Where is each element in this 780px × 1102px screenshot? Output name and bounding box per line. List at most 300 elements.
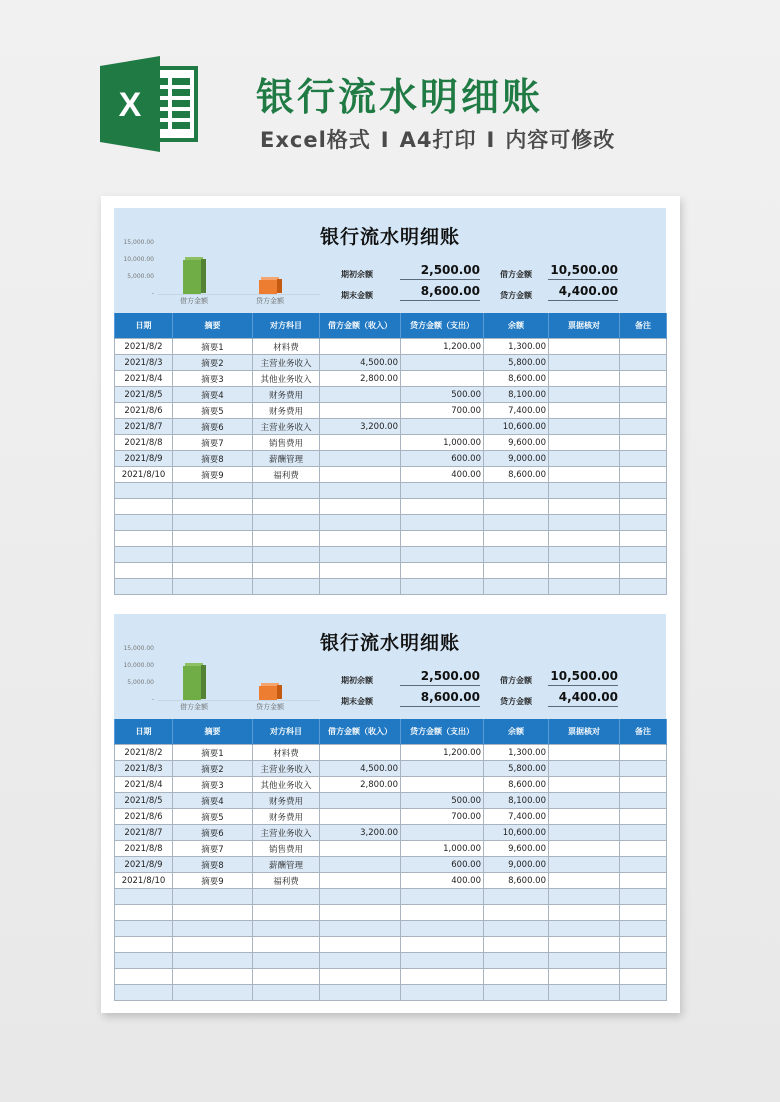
cell-balance[interactable] xyxy=(484,563,549,579)
cell-credit-expense[interactable] xyxy=(401,825,484,841)
cell-date[interactable]: 2021/8/9 xyxy=(115,451,173,467)
cell-summary[interactable]: 摘要4 xyxy=(173,793,253,809)
cell-credit-expense[interactable] xyxy=(401,483,484,499)
cell-debit-income[interactable] xyxy=(320,483,401,499)
cell-debit-income[interactable] xyxy=(320,563,401,579)
table-row[interactable] xyxy=(115,937,667,953)
cell-remarks[interactable] xyxy=(620,451,667,467)
table-row[interactable] xyxy=(115,531,667,547)
cell-credit-expense[interactable] xyxy=(401,371,484,387)
cell-debit-income[interactable] xyxy=(320,435,401,451)
cell-summary[interactable]: 摘要7 xyxy=(173,435,253,451)
cell-summary[interactable]: 摘要5 xyxy=(173,809,253,825)
cell-credit-expense[interactable]: 1,200.00 xyxy=(401,339,484,355)
cell-balance[interactable] xyxy=(484,937,549,953)
cell-counter-account[interactable]: 其他业务收入 xyxy=(253,371,320,387)
cell-debit-income[interactable] xyxy=(320,403,401,419)
table-row[interactable] xyxy=(115,371,667,387)
cell-remarks[interactable] xyxy=(620,467,667,483)
cell-remarks[interactable] xyxy=(620,985,667,1001)
cell-remarks[interactable] xyxy=(620,435,667,451)
cell-date[interactable] xyxy=(115,937,173,953)
cell-remarks[interactable] xyxy=(620,953,667,969)
cell-balance[interactable] xyxy=(484,921,549,937)
cell-credit-expense[interactable]: 500.00 xyxy=(401,387,484,403)
column-header-remarks[interactable]: 备注 xyxy=(620,719,667,745)
cell-balance[interactable] xyxy=(484,531,549,547)
cell-date[interactable] xyxy=(115,515,173,531)
cell-balance[interactable]: 9,000.00 xyxy=(484,857,549,873)
cell-summary[interactable]: 摘要2 xyxy=(173,761,253,777)
cell-remarks[interactable] xyxy=(620,857,667,873)
cell-balance[interactable] xyxy=(484,483,549,499)
table-row[interactable] xyxy=(115,777,667,793)
cell-debit-income[interactable] xyxy=(320,387,401,403)
column-header-counter-account[interactable]: 对方科目 xyxy=(253,719,320,745)
cell-credit-expense[interactable] xyxy=(401,953,484,969)
cell-summary[interactable] xyxy=(173,531,253,547)
cell-balance[interactable]: 1,300.00 xyxy=(484,745,549,761)
cell-receipt-check[interactable] xyxy=(549,889,620,905)
cell-receipt-check[interactable] xyxy=(549,777,620,793)
table-row[interactable] xyxy=(115,435,667,451)
cell-debit-income[interactable] xyxy=(320,451,401,467)
cell-date[interactable] xyxy=(115,563,173,579)
cell-debit-income[interactable] xyxy=(320,857,401,873)
cell-debit-income[interactable] xyxy=(320,969,401,985)
cell-receipt-check[interactable] xyxy=(549,873,620,889)
cell-debit-income[interactable] xyxy=(320,873,401,889)
cell-balance[interactable]: 10,600.00 xyxy=(484,825,549,841)
table-row[interactable] xyxy=(115,857,667,873)
cell-credit-expense[interactable]: 1,000.00 xyxy=(401,841,484,857)
cell-counter-account[interactable]: 材料费 xyxy=(253,339,320,355)
cell-date[interactable] xyxy=(115,889,173,905)
cell-date[interactable] xyxy=(115,985,173,1001)
cell-summary[interactable]: 摘要6 xyxy=(173,419,253,435)
cell-receipt-check[interactable] xyxy=(549,969,620,985)
cell-receipt-check[interactable] xyxy=(549,403,620,419)
cell-balance[interactable]: 8,600.00 xyxy=(484,777,549,793)
cell-credit-expense[interactable] xyxy=(401,905,484,921)
cell-receipt-check[interactable] xyxy=(549,953,620,969)
cell-summary[interactable]: 摘要8 xyxy=(173,451,253,467)
cell-summary[interactable] xyxy=(173,889,253,905)
cell-balance[interactable]: 9,600.00 xyxy=(484,841,549,857)
cell-balance[interactable]: 7,400.00 xyxy=(484,809,549,825)
cell-counter-account[interactable]: 福利费 xyxy=(253,873,320,889)
cell-debit-income[interactable] xyxy=(320,953,401,969)
cell-counter-account[interactable]: 薪酬管理 xyxy=(253,857,320,873)
cell-counter-account[interactable]: 财务费用 xyxy=(253,793,320,809)
cell-remarks[interactable] xyxy=(620,499,667,515)
cell-credit-expense[interactable] xyxy=(401,985,484,1001)
cell-receipt-check[interactable] xyxy=(549,921,620,937)
cell-credit-expense[interactable]: 400.00 xyxy=(401,467,484,483)
cell-receipt-check[interactable] xyxy=(549,451,620,467)
cell-receipt-check[interactable] xyxy=(549,563,620,579)
cell-summary[interactable]: 摘要5 xyxy=(173,403,253,419)
table-row[interactable] xyxy=(115,841,667,857)
cell-balance[interactable] xyxy=(484,953,549,969)
table-row[interactable] xyxy=(115,403,667,419)
cell-date[interactable]: 2021/8/8 xyxy=(115,841,173,857)
column-header-debit-income[interactable]: 借方金额（收入） xyxy=(320,719,401,745)
cell-date[interactable]: 2021/8/10 xyxy=(115,467,173,483)
cell-debit-income[interactable] xyxy=(320,921,401,937)
cell-credit-expense[interactable]: 400.00 xyxy=(401,873,484,889)
cell-credit-expense[interactable] xyxy=(401,889,484,905)
table-row[interactable] xyxy=(115,745,667,761)
column-header-date[interactable]: 日期 xyxy=(115,313,173,339)
cell-date[interactable]: 2021/8/5 xyxy=(115,793,173,809)
table-row[interactable] xyxy=(115,889,667,905)
cell-credit-expense[interactable]: 500.00 xyxy=(401,793,484,809)
table-row[interactable] xyxy=(115,387,667,403)
cell-debit-income[interactable] xyxy=(320,467,401,483)
cell-summary[interactable]: 摘要1 xyxy=(173,745,253,761)
cell-summary[interactable] xyxy=(173,953,253,969)
table-row[interactable] xyxy=(115,515,667,531)
cell-date[interactable]: 2021/8/9 xyxy=(115,857,173,873)
cell-balance[interactable]: 1,300.00 xyxy=(484,339,549,355)
cell-date[interactable]: 2021/8/3 xyxy=(115,355,173,371)
cell-remarks[interactable] xyxy=(620,531,667,547)
column-header-balance[interactable]: 余额 xyxy=(484,313,549,339)
cell-summary[interactable] xyxy=(173,483,253,499)
column-header-receipt-check[interactable]: 票据核对 xyxy=(549,313,620,339)
cell-summary[interactable] xyxy=(173,921,253,937)
cell-summary[interactable]: 摘要9 xyxy=(173,467,253,483)
cell-receipt-check[interactable] xyxy=(549,483,620,499)
cell-receipt-check[interactable] xyxy=(549,371,620,387)
cell-counter-account[interactable] xyxy=(253,579,320,595)
cell-remarks[interactable] xyxy=(620,745,667,761)
cell-counter-account[interactable] xyxy=(253,905,320,921)
cell-balance[interactable] xyxy=(484,969,549,985)
cell-receipt-check[interactable] xyxy=(549,387,620,403)
cell-credit-expense[interactable] xyxy=(401,547,484,563)
column-header-summary[interactable]: 摘要 xyxy=(173,719,253,745)
column-header-receipt-check[interactable]: 票据核对 xyxy=(549,719,620,745)
cell-summary[interactable]: 摘要6 xyxy=(173,825,253,841)
cell-remarks[interactable] xyxy=(620,563,667,579)
cell-receipt-check[interactable] xyxy=(549,905,620,921)
cell-counter-account[interactable]: 财务费用 xyxy=(253,403,320,419)
cell-debit-income[interactable] xyxy=(320,905,401,921)
table-row[interactable] xyxy=(115,873,667,889)
cell-debit-income[interactable] xyxy=(320,531,401,547)
cell-receipt-check[interactable] xyxy=(549,531,620,547)
cell-credit-expense[interactable]: 600.00 xyxy=(401,857,484,873)
cell-summary[interactable]: 摘要7 xyxy=(173,841,253,857)
cell-debit-income[interactable] xyxy=(320,841,401,857)
cell-counter-account[interactable]: 销售费用 xyxy=(253,841,320,857)
cell-credit-expense[interactable] xyxy=(401,969,484,985)
cell-credit-expense[interactable] xyxy=(401,937,484,953)
table-row[interactable] xyxy=(115,579,667,595)
cell-counter-account[interactable] xyxy=(253,985,320,1001)
cell-receipt-check[interactable] xyxy=(549,547,620,563)
cell-receipt-check[interactable] xyxy=(549,745,620,761)
table-row[interactable] xyxy=(115,761,667,777)
cell-summary[interactable] xyxy=(173,579,253,595)
cell-debit-income[interactable] xyxy=(320,579,401,595)
column-header-debit-income[interactable]: 借方金额（收入） xyxy=(320,313,401,339)
cell-summary[interactable] xyxy=(173,905,253,921)
cell-balance[interactable] xyxy=(484,515,549,531)
cell-summary[interactable] xyxy=(173,499,253,515)
table-row[interactable] xyxy=(115,921,667,937)
cell-remarks[interactable] xyxy=(620,777,667,793)
cell-remarks[interactable] xyxy=(620,579,667,595)
cell-receipt-check[interactable] xyxy=(549,809,620,825)
cell-date[interactable]: 2021/8/10 xyxy=(115,873,173,889)
cell-remarks[interactable] xyxy=(620,921,667,937)
cell-debit-income[interactable]: 2,800.00 xyxy=(320,777,401,793)
cell-receipt-check[interactable] xyxy=(549,985,620,1001)
cell-receipt-check[interactable] xyxy=(549,841,620,857)
cell-receipt-check[interactable] xyxy=(549,467,620,483)
cell-summary[interactable] xyxy=(173,547,253,563)
cell-counter-account[interactable] xyxy=(253,921,320,937)
cell-counter-account[interactable] xyxy=(253,515,320,531)
cell-balance[interactable] xyxy=(484,905,549,921)
cell-balance[interactable] xyxy=(484,985,549,1001)
cell-summary[interactable]: 摘要3 xyxy=(173,777,253,793)
cell-remarks[interactable] xyxy=(620,403,667,419)
column-header-counter-account[interactable]: 对方科目 xyxy=(253,313,320,339)
table-row[interactable] xyxy=(115,467,667,483)
cell-debit-income[interactable] xyxy=(320,745,401,761)
cell-summary[interactable]: 摘要9 xyxy=(173,873,253,889)
cell-summary[interactable]: 摘要8 xyxy=(173,857,253,873)
cell-remarks[interactable] xyxy=(620,873,667,889)
cell-counter-account[interactable]: 主营业务收入 xyxy=(253,355,320,371)
cell-date[interactable]: 2021/8/7 xyxy=(115,825,173,841)
table-row[interactable] xyxy=(115,953,667,969)
cell-date[interactable] xyxy=(115,579,173,595)
cell-date[interactable]: 2021/8/6 xyxy=(115,809,173,825)
cell-balance[interactable]: 9,000.00 xyxy=(484,451,549,467)
cell-balance[interactable]: 8,100.00 xyxy=(484,387,549,403)
cell-counter-account[interactable] xyxy=(253,531,320,547)
cell-debit-income[interactable] xyxy=(320,937,401,953)
cell-balance[interactable]: 8,600.00 xyxy=(484,371,549,387)
cell-credit-expense[interactable]: 700.00 xyxy=(401,809,484,825)
cell-counter-account[interactable] xyxy=(253,563,320,579)
cell-debit-income[interactable] xyxy=(320,889,401,905)
cell-debit-income[interactable] xyxy=(320,339,401,355)
cell-credit-expense[interactable] xyxy=(401,563,484,579)
cell-date[interactable] xyxy=(115,969,173,985)
cell-summary[interactable]: 摘要4 xyxy=(173,387,253,403)
cell-counter-account[interactable] xyxy=(253,499,320,515)
cell-remarks[interactable] xyxy=(620,841,667,857)
cell-debit-income[interactable]: 4,500.00 xyxy=(320,355,401,371)
cell-credit-expense[interactable]: 600.00 xyxy=(401,451,484,467)
cell-counter-account[interactable]: 薪酬管理 xyxy=(253,451,320,467)
cell-date[interactable] xyxy=(115,531,173,547)
table-row[interactable] xyxy=(115,419,667,435)
cell-receipt-check[interactable] xyxy=(549,793,620,809)
cell-debit-income[interactable]: 2,800.00 xyxy=(320,371,401,387)
cell-remarks[interactable] xyxy=(620,339,667,355)
cell-balance[interactable]: 8,100.00 xyxy=(484,793,549,809)
cell-balance[interactable]: 9,600.00 xyxy=(484,435,549,451)
cell-date[interactable] xyxy=(115,921,173,937)
column-header-remarks[interactable]: 备注 xyxy=(620,313,667,339)
cell-date[interactable]: 2021/8/4 xyxy=(115,371,173,387)
cell-debit-income[interactable] xyxy=(320,547,401,563)
cell-receipt-check[interactable] xyxy=(549,515,620,531)
cell-summary[interactable]: 摘要3 xyxy=(173,371,253,387)
cell-date[interactable]: 2021/8/8 xyxy=(115,435,173,451)
column-header-credit-expense[interactable]: 贷方金额（支出） xyxy=(401,719,484,745)
cell-debit-income[interactable]: 3,200.00 xyxy=(320,825,401,841)
cell-date[interactable]: 2021/8/5 xyxy=(115,387,173,403)
table-row[interactable] xyxy=(115,825,667,841)
cell-credit-expense[interactable] xyxy=(401,777,484,793)
cell-credit-expense[interactable]: 700.00 xyxy=(401,403,484,419)
cell-date[interactable]: 2021/8/2 xyxy=(115,339,173,355)
cell-counter-account[interactable] xyxy=(253,969,320,985)
cell-balance[interactable]: 7,400.00 xyxy=(484,403,549,419)
cell-remarks[interactable] xyxy=(620,515,667,531)
cell-credit-expense[interactable] xyxy=(401,531,484,547)
cell-receipt-check[interactable] xyxy=(549,825,620,841)
cell-balance[interactable]: 5,800.00 xyxy=(484,761,549,777)
cell-credit-expense[interactable] xyxy=(401,921,484,937)
cell-credit-expense[interactable] xyxy=(401,761,484,777)
cell-balance[interactable]: 8,600.00 xyxy=(484,467,549,483)
cell-balance[interactable] xyxy=(484,547,549,563)
cell-counter-account[interactable] xyxy=(253,889,320,905)
cell-date[interactable] xyxy=(115,905,173,921)
table-row[interactable] xyxy=(115,809,667,825)
table-row[interactable] xyxy=(115,563,667,579)
table-row[interactable] xyxy=(115,355,667,371)
cell-counter-account[interactable]: 福利费 xyxy=(253,467,320,483)
cell-balance[interactable] xyxy=(484,499,549,515)
cell-date[interactable]: 2021/8/6 xyxy=(115,403,173,419)
cell-counter-account[interactable]: 财务费用 xyxy=(253,809,320,825)
table-row[interactable] xyxy=(115,905,667,921)
cell-debit-income[interactable] xyxy=(320,809,401,825)
table-row[interactable] xyxy=(115,451,667,467)
cell-debit-income[interactable]: 4,500.00 xyxy=(320,761,401,777)
cell-summary[interactable] xyxy=(173,969,253,985)
cell-credit-expense[interactable]: 1,200.00 xyxy=(401,745,484,761)
cell-remarks[interactable] xyxy=(620,889,667,905)
cell-receipt-check[interactable] xyxy=(549,761,620,777)
cell-balance[interactable]: 8,600.00 xyxy=(484,873,549,889)
cell-debit-income[interactable]: 3,200.00 xyxy=(320,419,401,435)
cell-remarks[interactable] xyxy=(620,905,667,921)
cell-remarks[interactable] xyxy=(620,483,667,499)
cell-debit-income[interactable] xyxy=(320,499,401,515)
column-header-credit-expense[interactable]: 贷方金额（支出） xyxy=(401,313,484,339)
cell-date[interactable]: 2021/8/3 xyxy=(115,761,173,777)
cell-debit-income[interactable] xyxy=(320,515,401,531)
cell-remarks[interactable] xyxy=(620,387,667,403)
cell-receipt-check[interactable] xyxy=(549,435,620,451)
cell-receipt-check[interactable] xyxy=(549,579,620,595)
cell-counter-account[interactable] xyxy=(253,953,320,969)
cell-counter-account[interactable] xyxy=(253,483,320,499)
table-row[interactable] xyxy=(115,499,667,515)
table-row[interactable] xyxy=(115,339,667,355)
table-row[interactable] xyxy=(115,547,667,563)
cell-counter-account[interactable] xyxy=(253,547,320,563)
table-row[interactable] xyxy=(115,483,667,499)
cell-summary[interactable] xyxy=(173,515,253,531)
cell-credit-expense[interactable] xyxy=(401,515,484,531)
cell-date[interactable] xyxy=(115,499,173,515)
cell-remarks[interactable] xyxy=(620,371,667,387)
cell-counter-account[interactable] xyxy=(253,937,320,953)
cell-balance[interactable] xyxy=(484,579,549,595)
cell-date[interactable] xyxy=(115,547,173,563)
cell-date[interactable]: 2021/8/4 xyxy=(115,777,173,793)
cell-credit-expense[interactable] xyxy=(401,579,484,595)
table-row[interactable] xyxy=(115,985,667,1001)
cell-summary[interactable]: 摘要1 xyxy=(173,339,253,355)
cell-summary[interactable]: 摘要2 xyxy=(173,355,253,371)
cell-date[interactable] xyxy=(115,483,173,499)
cell-balance[interactable]: 10,600.00 xyxy=(484,419,549,435)
cell-remarks[interactable] xyxy=(620,419,667,435)
table-row[interactable] xyxy=(115,793,667,809)
cell-counter-account[interactable]: 材料费 xyxy=(253,745,320,761)
cell-credit-expense[interactable] xyxy=(401,499,484,515)
cell-receipt-check[interactable] xyxy=(549,499,620,515)
cell-receipt-check[interactable] xyxy=(549,857,620,873)
cell-summary[interactable] xyxy=(173,937,253,953)
cell-receipt-check[interactable] xyxy=(549,355,620,371)
cell-counter-account[interactable]: 主营业务收入 xyxy=(253,761,320,777)
cell-counter-account[interactable]: 其他业务收入 xyxy=(253,777,320,793)
column-header-summary[interactable]: 摘要 xyxy=(173,313,253,339)
cell-credit-expense[interactable] xyxy=(401,355,484,371)
cell-date[interactable]: 2021/8/2 xyxy=(115,745,173,761)
cell-remarks[interactable] xyxy=(620,825,667,841)
cell-receipt-check[interactable] xyxy=(549,937,620,953)
column-header-balance[interactable]: 余额 xyxy=(484,719,549,745)
cell-remarks[interactable] xyxy=(620,355,667,371)
cell-debit-income[interactable] xyxy=(320,985,401,1001)
cell-date[interactable] xyxy=(115,953,173,969)
cell-balance[interactable] xyxy=(484,889,549,905)
column-header-date[interactable]: 日期 xyxy=(115,719,173,745)
cell-remarks[interactable] xyxy=(620,793,667,809)
cell-counter-account[interactable]: 主营业务收入 xyxy=(253,825,320,841)
cell-date[interactable]: 2021/8/7 xyxy=(115,419,173,435)
cell-credit-expense[interactable] xyxy=(401,419,484,435)
cell-summary[interactable] xyxy=(173,985,253,1001)
cell-remarks[interactable] xyxy=(620,937,667,953)
cell-balance[interactable]: 5,800.00 xyxy=(484,355,549,371)
cell-remarks[interactable] xyxy=(620,761,667,777)
cell-credit-expense[interactable]: 1,000.00 xyxy=(401,435,484,451)
cell-receipt-check[interactable] xyxy=(549,419,620,435)
cell-receipt-check[interactable] xyxy=(549,339,620,355)
cell-counter-account[interactable]: 销售费用 xyxy=(253,435,320,451)
table-row[interactable] xyxy=(115,969,667,985)
cell-counter-account[interactable]: 主营业务收入 xyxy=(253,419,320,435)
cell-counter-account[interactable]: 财务费用 xyxy=(253,387,320,403)
cell-remarks[interactable] xyxy=(620,969,667,985)
